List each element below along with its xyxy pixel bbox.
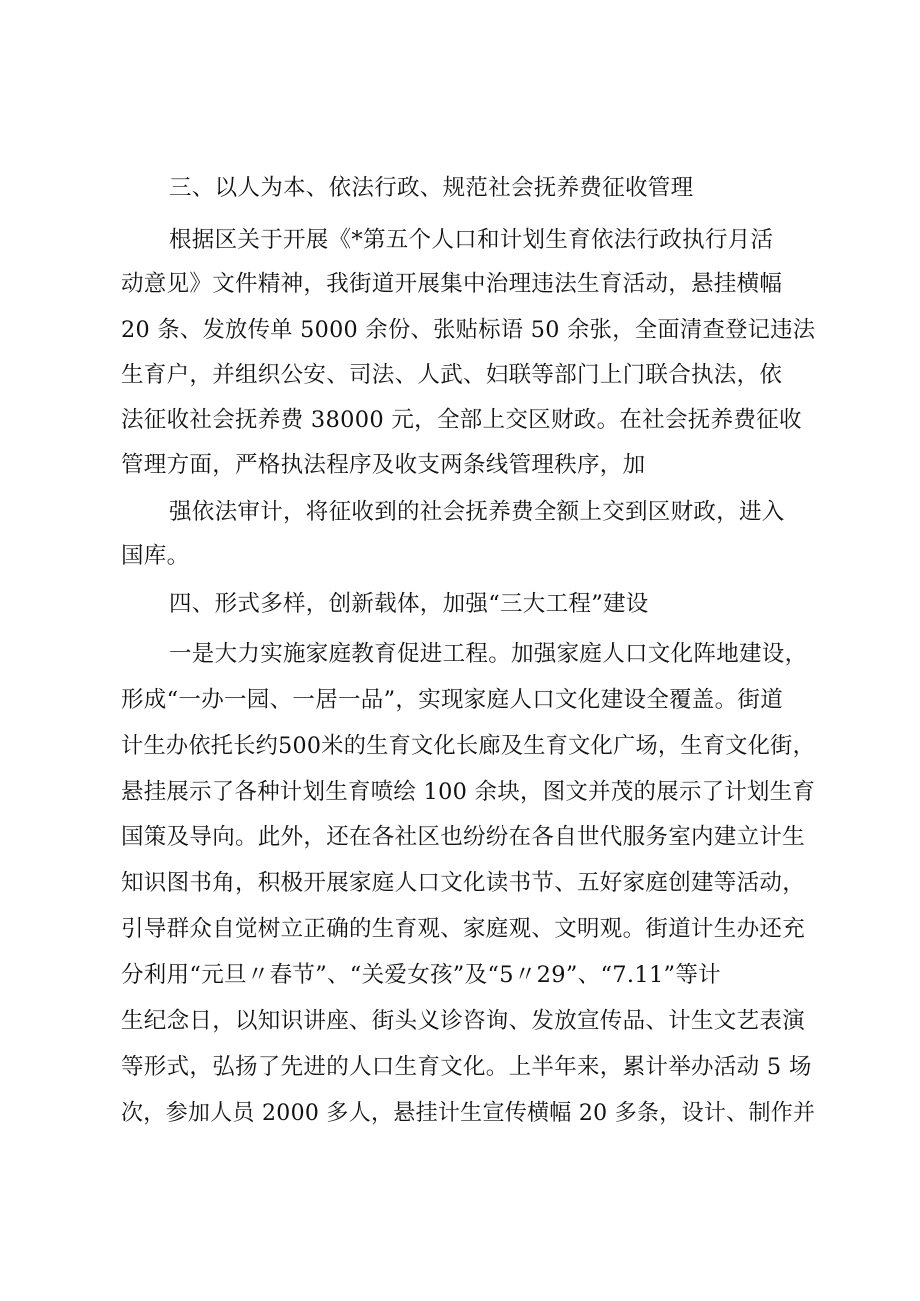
paragraph-line: 根据区关于开展《*第五个人口和计划生育依法行政执行月活: [169, 227, 774, 253]
paragraph-line: 国策及导向。此外，还在各社区也纷纷在各自世代服务室内建立计生: [121, 824, 806, 850]
section-heading-4: 四、形式多样，创新载体，加强“三大工程”建设: [169, 591, 649, 617]
paragraph-line: 等形式，弘扬了先进的人口生育文化。上半年来，累计举办活动 5 场: [121, 1054, 812, 1080]
paragraph-line: 生纪念日，以知识讲座、街头义诊咨询、发放宣传品、计生文艺表演: [121, 1008, 806, 1034]
paragraph-line: 形成“一办一园、一居一品”，实现家庭人口文化建设全覆盖。街道: [121, 687, 784, 713]
paragraph-line: 次，参加人员 2000 多人，悬挂计生宣传横幅 20 多条，设计、制作并: [121, 1100, 816, 1126]
paragraph-line: 国库。: [121, 543, 190, 569]
paragraph-line: 一是大力实施家庭教育促进工程。加强家庭人口文化阵地建设，: [169, 641, 808, 667]
paragraph-line: 动意见》文件精神，我街道开展集中治理违法生育活动，悬挂横幅: [121, 271, 783, 297]
paragraph-line: 知识图书角，积极开展家庭人口文化读书节、五好家庭创建等活动，: [121, 870, 806, 896]
paragraph-line: 20 条、发放传单 5000 余份、张贴标语 50 余张，全面清查登记违法: [121, 317, 816, 343]
paragraph-line: 强依法审计，将征收到的社会抚养费全额上交到区财政，进入: [169, 499, 785, 525]
paragraph-line: 悬挂展示了各种计划生育喷绘 100 余块，图文并茂的展示了计划生育: [121, 779, 816, 805]
paragraph-line: 管理方面，严格执法程序及收支两条线管理秩序，加: [121, 452, 646, 478]
paragraph-line: 分利用“元旦〃春节”、“关爱女孩”及“5〃29”、“7.11”等计: [121, 962, 721, 988]
section-heading-3: 三、以人为本、依法行政、规范社会抚养费征收管理: [169, 175, 694, 201]
paragraph-line: 法征收社会抚养费 38000 元，全部上交区财政。在社会抚养费征收: [121, 407, 802, 433]
paragraph-line: 引导群众自觉树立正确的生育观、家庭观、文明观。街道计生办还充: [121, 916, 806, 942]
paragraph-line: 计生办依托长约500米的生育文化长廊及生育文化广场，生育文化街，: [121, 733, 816, 759]
paragraph-line: 生育户，并组织公安、司法、人武、妇联等部门上门联合执法，依: [121, 362, 783, 388]
